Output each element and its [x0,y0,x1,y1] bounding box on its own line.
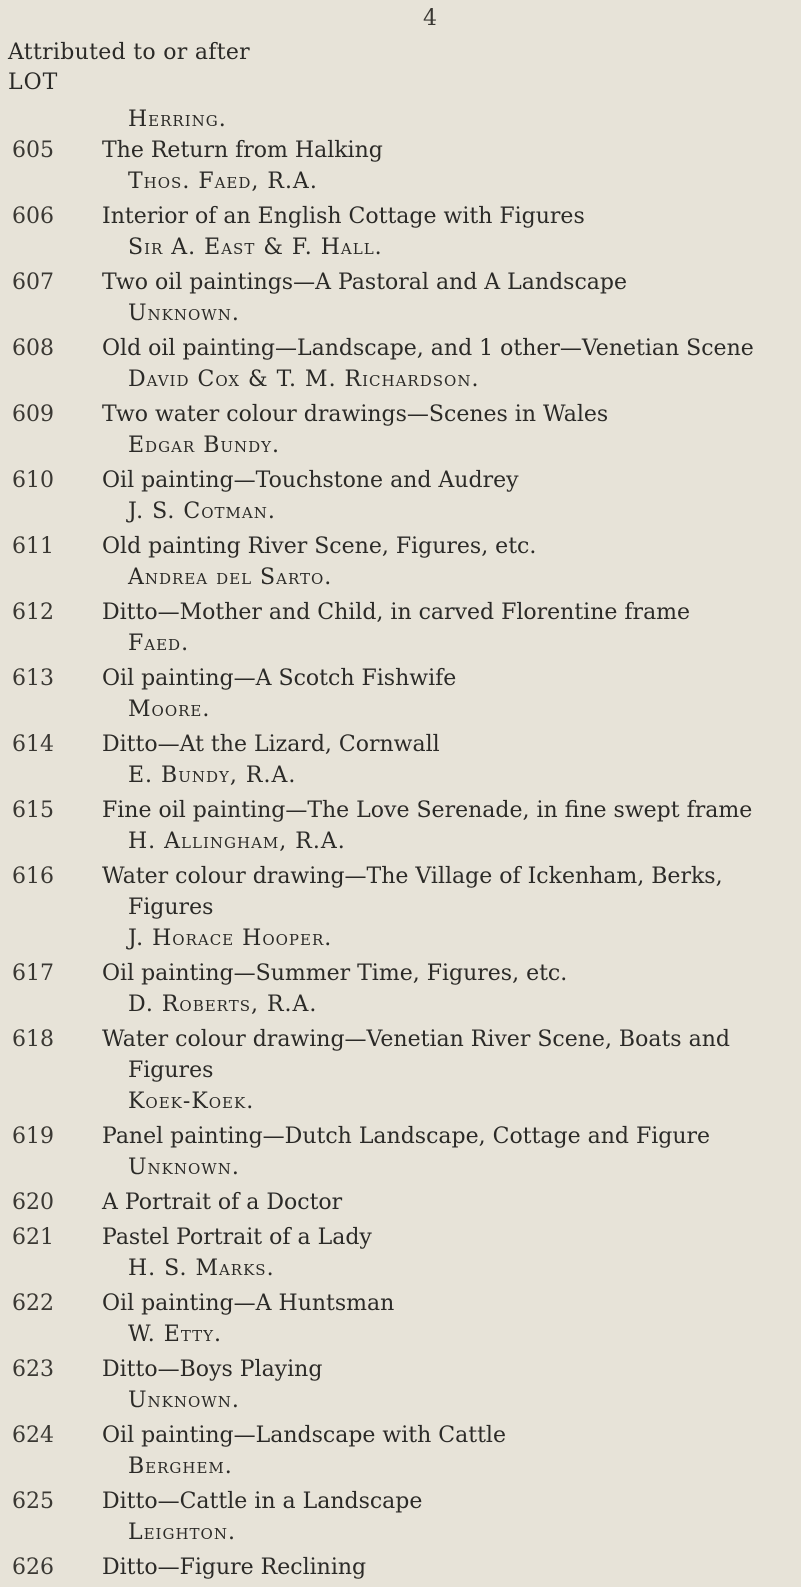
lot-entry [0,663,801,725]
lot-entry [0,333,801,395]
lot-description: Oil painting—Summer Time, Figures, etc. [102,961,568,986]
lot-attribution: Faed. [128,631,190,656]
lot-entry [0,729,801,791]
lot-description: The Return from Halking [102,138,383,163]
lot-description: Ditto—Boys Playing [102,1357,323,1382]
lot-attribution: Leighton. [128,1520,236,1545]
lot-description: Panel painting—Dutch Landscape, Cottage and Figure [102,1124,711,1149]
catalogue-list [0,104,801,1587]
lot-entry [0,1121,801,1183]
lot-attribution: H. S. Marks. [128,1256,275,1281]
section-heading: Attributed to or after [8,40,250,65]
page-number: 4 [423,6,437,31]
lot-attribution: H. Allingham, R.A. [128,829,346,854]
lot-attribution: Unknown. [128,1155,240,1180]
lot-attribution: David Cox & T. M. Richardson. [128,367,480,392]
lot-number: 606 [12,204,54,229]
lot-attribution: D. Roberts, R.A. [128,992,318,1017]
lot-number: 616 [12,864,54,889]
lot-description: Old oil painting—Landscape, and 1 other—Venetian Scene [102,336,754,361]
lot-attribution: Koek-Koek. [128,1089,255,1114]
lot-entry [0,1552,801,1583]
lot-entry [0,1288,801,1350]
lot-number: 624 [12,1423,54,1448]
lot-attribution: Moore. [128,697,211,722]
lot-number: 626 [12,1555,54,1580]
lot-attribution: Herring. [128,107,227,132]
lot-description: Ditto—Mother and Child, in carved Florentine frame [102,600,691,625]
lot-description: Ditto—Cattle in a Landscape [102,1489,423,1514]
lot-description: Two oil paintings—A Pastoral and A Landscape [102,270,627,295]
lot-description: Figures [128,895,214,920]
lot-description: Fine oil painting—The Love Serenade, in fine swept frame [102,798,753,823]
lot-number: 622 [12,1291,54,1316]
lot-entry [0,958,801,1020]
lot-number: 608 [12,336,54,361]
lot-entry [0,1187,801,1218]
lot-entry [0,465,801,527]
lot-number: 621 [12,1225,54,1250]
lot-number: 625 [12,1489,54,1514]
lot-number: 610 [12,468,54,493]
lot-entry [0,399,801,461]
lot-number: 620 [12,1190,54,1215]
lot-number: 607 [12,270,54,295]
lot-attribution: Berghem. [128,1454,233,1479]
lot-attribution: Sir A. East & F. Hall. [128,235,383,260]
lot-description: Two water colour drawings—Scenes in Wales [102,402,609,427]
lot-entry [0,267,801,329]
lot-description: Oil painting—Landscape with Cattle [102,1423,506,1448]
lot-number: 609 [12,402,54,427]
lot-column-label: LOT [8,70,59,95]
lot-entry [0,1024,801,1117]
lot-number: 605 [12,138,54,163]
lot-entry [0,795,801,857]
lot-description: Oil painting—Touchstone and Audrey [102,468,519,493]
lot-number: 611 [12,534,54,559]
lot-number: 617 [12,961,54,986]
lot-description: Oil painting—A Huntsman [102,1291,395,1316]
lot-entry [0,861,801,954]
lot-entry [0,1354,801,1416]
lot-attribution: Unknown. [128,301,240,326]
lot-entry [0,1486,801,1548]
lot-description: Pastel Portrait of a Lady [102,1225,372,1250]
lot-attribution: E. Bundy, R.A. [128,763,297,788]
lot-attribution: J. S. Cotman. [128,499,276,524]
lot-entry [0,135,801,197]
lot-number: 612 [12,600,54,625]
lot-number: 618 [12,1027,54,1052]
lot-number: 619 [12,1124,54,1149]
lot-number: 613 [12,666,54,691]
lot-entry [0,1222,801,1284]
lot-description: Ditto—At the Lizard, Cornwall [102,732,440,757]
lot-number: 615 [12,798,54,823]
lot-entry [0,597,801,659]
lot-description: Old painting River Scene, Figures, etc. [102,534,537,559]
lot-description: Figures [128,1058,214,1083]
lot-description: Water colour drawing—Venetian River Scene, Boats and [102,1027,730,1052]
lot-attribution: W. Etty. [128,1322,222,1347]
lot-entries [0,135,801,1583]
lot-attribution: Unknown. [128,1388,240,1413]
lot-attribution: J. Horace Hooper. [128,926,333,951]
lot-description: A Portrait of a Doctor [102,1190,343,1215]
lot-description: Interior of an English Cottage with Figures [102,204,585,229]
lot-description: Oil painting—A Scotch Fishwife [102,666,457,691]
lot-description: Ditto—Figure Reclining [102,1555,367,1580]
lot-number: 614 [12,732,54,757]
lot-attribution: Edgar Bundy. [128,433,281,458]
lot-number: 623 [12,1357,54,1382]
lot-attribution: Andrea del Sarto. [128,565,333,590]
lot-entry [0,531,801,593]
lot-entry [0,201,801,263]
lot-description: Water colour drawing—The Village of Ickenham, Berks, [102,864,723,889]
lot-attribution: Thos. Faed, R.A. [128,169,318,194]
lot-entry [0,1420,801,1482]
